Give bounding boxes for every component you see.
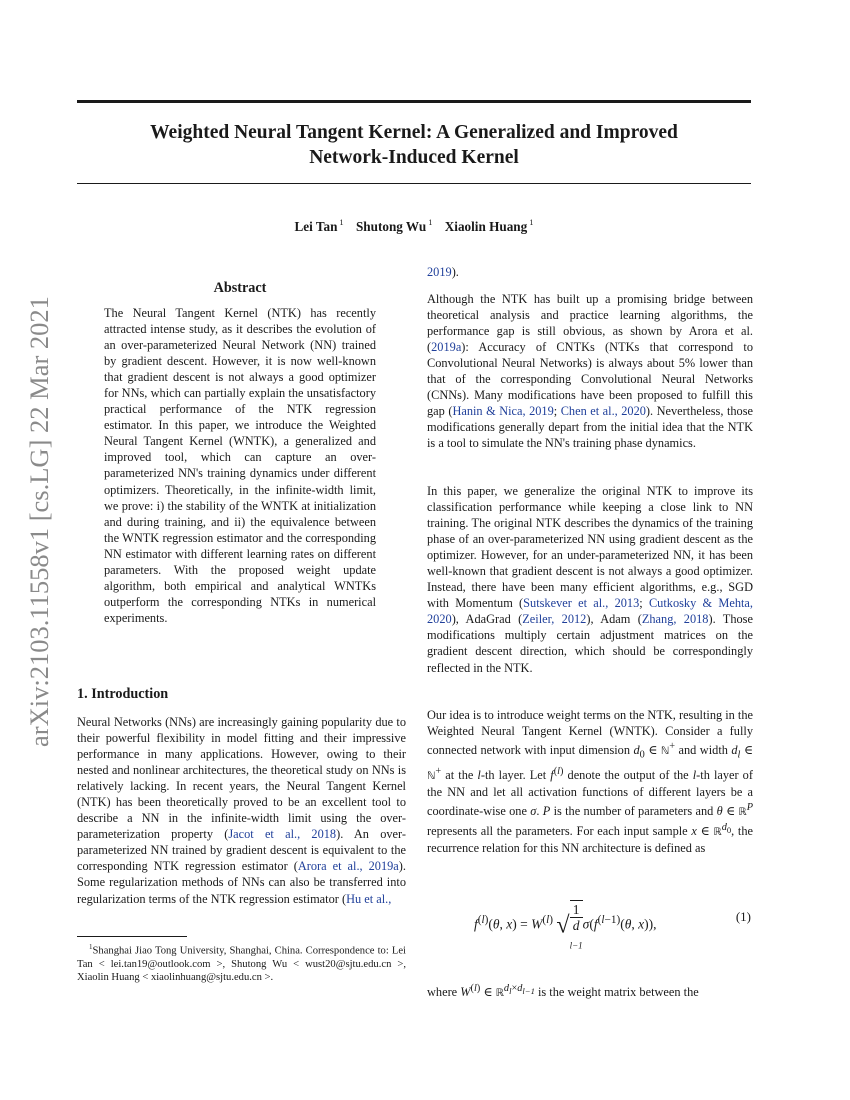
abstract-text: The Neural Tangent Kernel (NTK) has recently attracted intense study, as it describes the evolution of an over-parameterized Neural Network (NN) trained by gradient descent. However, it is now well-known that gradient descent is not always a good optimizer for NNs, which can partially explain the unsatisfactory practical performance of the NTK regression estimator. In this paper, we introduce the Weighted Neural Tangent Kernel (WNTK), a generalized and improved tool, which can capture an over-parameterized NN's training dynamics under different optimizers. Theoretically, in the infinite-width limit, we prove: i) the stability of the WNTK at initialization and during training, and ii) the equivalence between the WNTK regression estimator and the corresponding NN estimator with different learning rates on different parameters. With the proposed weight update algorithm, both empirical and analytical WNTKs outperform the corresponding NTKs in numerical experiments. [104,306,376,625]
footnote-text: $^1$Shanghai Jiao Tong University, Shanghai, China. Correspondence to: Lei Tan < lei.tan19@outlook.com >, Shutong Wu < wust20@sjtu.edu.cn >, Xiaolin Huang < xiaolinhuang@sjtu.edu.cn >. [77,943,406,984]
citation-link[interactable]: Sutskever et al., 2013 [523,596,640,611]
section-heading-introduction: 1. Introduction [77,686,169,702]
title-line-2: Network-Induced Kernel [309,147,519,168]
title-bottom-rule [77,183,751,184]
citation-link[interactable]: 2019 [427,265,452,279]
author-list [77,217,751,235]
affiliation-mark: 1 [339,217,344,227]
title-line-1: Weighted Neural Tangent Kernel: A Generalized and Improved [150,122,678,143]
citation-link[interactable]: Jacot et al., 2018 [228,827,337,842]
citation-link[interactable]: 2019a [431,340,462,355]
affiliation-mark: 1 [529,217,534,227]
recurrence-formula: $f^{(l)}(\theta$, $x) = W^{(l)}$ √ 1 d $_{l-1}\sigma(f^{(l-1)}(\theta$, x)), [474,902,657,951]
author-name: Shutong Wu [355,219,427,234]
abstract-heading: Abstract [213,280,267,296]
author-name: Xiaolin Huang [444,219,528,234]
right-column-p5: where $W^{(l)}$ ∈ ℝ$^{d_l\times d_{l-1}}$ is the weight matrix between the [427,983,699,1000]
citation-link[interactable]: Arora et al., 2019a [297,859,399,874]
citation-link[interactable]: Zeiler, 2012 [522,612,587,627]
citation-link[interactable]: Cutkosky & Mehta, 2020 [427,596,753,627]
title-top-rule [77,100,751,103]
author-name: Lei Tan [294,219,338,234]
citation-link[interactable]: Zhang, 2018 [641,612,709,627]
right-column-p4: Our idea is to introduce weight terms on the NTK, resulting in the Weighted Neural Tangent Kernel (WNTK). Consider a fully connected network with input dimension $d_0$ ∈ ℕ+ and width $d_l$ ∈ ℕ+ at the l-th layer. Let $f^{(l)}$ denote the output of the l-th layer of the NN and let all activation functions of different layers be a coordinate-wise one σ. P is the number of parameters and θ ∈ ℝ$^P$ represents all the parameters. For each input sample x ∈ ℝ$^{d_0}$, the recurrence relation for this NN architecture is defined as [427,708,754,856]
citation-link[interactable]: Chen et al., 2020 [560,404,646,419]
equation-number: (1) [735,909,751,924]
arxiv-stamp: arXiv:2103.11558v1 [cs.LG] 22 Mar 2021 [24,296,54,747]
affiliation-mark: 1 [428,217,433,227]
citation-link[interactable]: Hanin & Nica, 2019 [452,404,554,419]
paper-title [77,120,751,170]
intro-paragraph: Neural Networks (NNs) are increasingly gaining popularity due to their powerful flexibility in model fitting and their impressive performance in many applications. However, owing to their nested and nonlinear architectures, the theoretical study on NNs is relatively lacking. In recent years, the Neural Tangent Kernel (NTK) has been theoretically proved to be an excellent tool to describe a NN in the infinite-width limit using the over-parameterization property (Jacot et al., 2018). An over-parameterized NN trained by gradient descent is equivalent to the corresponding NTK regression estimator (Arora et al., 2019a). Some regularization methods of NNs can also be transferred into regularization terms of the NTK regression estimator (Hu et al., [77,715,406,906]
equation-1 [427,892,753,951]
citation-link[interactable]: Hu et al., [346,891,392,906]
right-column-p1: 2019). [427,265,459,279]
right-column-p2: Although the NTK has built up a promising bridge between theoretical analysis and practice learning algorithms, the performance gap is still obvious, as shown by Arora et al. (2019a): Accuracy of CNTKs (NTKs that correspond to Convolutional Neural Networks) is always about 5% lower than that of the corresponding Convolutional Neural Networks (CNNs). Many modifications have been proposed to fulfill this gap (Hanin & Nica, 2019; Chen et al., 2020). Nevertheless, those modifications generally depart from the initial idea that the NTK is a tool to simulate the NN's training phase dynamics. [427,292,753,451]
right-column-p3: In this paper, we generalize the original NTK to improve its classification performance while keeping a close link to NN training. The original NTK describes the dynamics of the training phase of an over-parameterized NN using gradient descent as the optimizer. However, for an under-parameterized NN, it has been well-known that gradient descent is not always a good optimizer. Instead, there have been many efficient algorithms, e.g., SGD with Momentum (Sutskever et al., 2013; Cutkosky & Mehta, 2020), AdaGrad (Zeiler, 2012), Adam (Zhang, 2018). Those modifications multiply certain adjustment matrices on the gradient descent direction, which should be correspondingly reflected in the NTK. [427,484,753,675]
footnote-rule [77,936,187,937]
